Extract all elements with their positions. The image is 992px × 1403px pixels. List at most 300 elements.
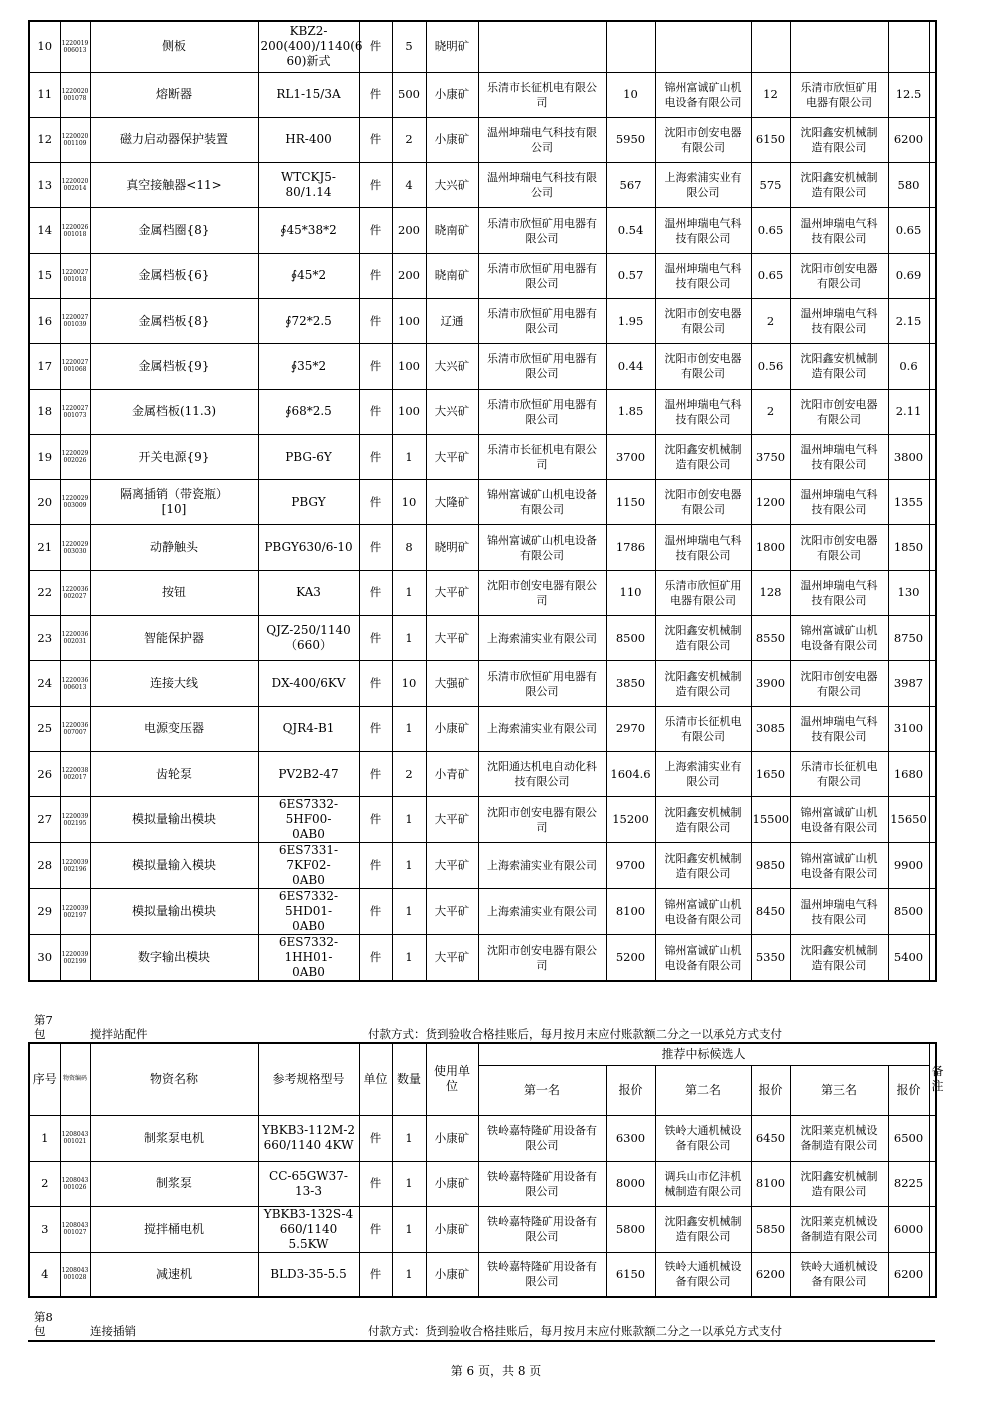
first-candidate: 沈阳市创安电器有限公 司 [478,935,606,982]
remark [929,525,936,570]
first-candidate [478,21,606,72]
second-price: 1800 [751,525,790,570]
second-price: 128 [751,570,790,615]
table-row [29,525,936,570]
spec-model: ∮45*38*2 [258,208,359,253]
table-row [29,1206,936,1252]
second-price: 3750 [751,434,790,479]
spec-model: ∮72*2.5 [258,298,359,343]
first-candidate: 乐清市长征机电有限公 司 [478,434,606,479]
second-price: 8450 [751,889,790,935]
second-candidate: 沈阳鑫安机械制 造有限公司 [655,434,751,479]
bid-table-continued [28,20,937,982]
third-candidate: 温州坤瑞电气科 技有限公司 [790,480,888,525]
row-number: 10 [29,21,60,72]
remark [929,163,936,208]
unit: 件 [359,163,392,208]
table-row [29,1115,936,1161]
material-code: 1220039 002196 [60,843,90,889]
first-candidate: 上海索浦实业有限公司 [478,843,606,889]
first-price: 1604.6 [606,751,655,796]
using-unit: 大隆矿 [426,480,478,525]
third-candidate: 乐清市欣恒矿用 电器有限公司 [790,72,888,117]
table-row [29,661,936,706]
table-row [29,1161,936,1206]
material-code: 1220029 002026 [60,434,90,479]
third-candidate: 温州坤瑞电气科 技有限公司 [790,208,888,253]
quantity: 8 [392,525,426,570]
spec-model: QJR4-B1 [258,706,359,751]
unit: 件 [359,751,392,796]
quantity: 1 [392,434,426,479]
using-unit: 小康矿 [426,706,478,751]
quantity: 1 [392,797,426,843]
material-name: 数字输出模块 [90,935,258,982]
second-candidate: 沈阳鑫安机械制 造有限公司 [655,1206,751,1252]
second-price [751,21,790,72]
first-candidate: 乐清市欣恒矿用电器有 限公司 [478,344,606,389]
table-row [29,434,936,479]
table-row [29,889,936,935]
row-number: 28 [29,843,60,889]
spec-model: WTCKJ5-80/1.14 [258,163,359,208]
material-code: 1220020 002014 [60,163,90,208]
table-row [29,1252,936,1297]
first-candidate: 温州坤瑞电气科技有限 公司 [478,163,606,208]
using-unit: 小康矿 [426,117,478,162]
spec-model: CC-65GW37-13-3 [258,1161,359,1206]
unit: 件 [359,616,392,661]
third-price: 5400 [888,935,929,982]
quantity: 100 [392,344,426,389]
first-candidate: 铁岭嘉特隆矿用设备有 限公司 [478,1115,606,1161]
second-candidate: 上海索浦实业有 限公司 [655,751,751,796]
table-row [29,117,936,162]
unit: 件 [359,344,392,389]
unit: 件 [359,525,392,570]
first-price: 1786 [606,525,655,570]
second-candidate: 沈阳市创安电器 有限公司 [655,344,751,389]
third-price: 6500 [888,1115,929,1161]
material-name: 搅拌桶电机 [90,1206,258,1252]
row-number: 1 [29,1115,60,1161]
material-name: 动静触头 [90,525,258,570]
third-price: 1355 [888,480,929,525]
third-candidate: 沈阳鑫安机械制 造有限公司 [790,1161,888,1206]
first-price: 0.54 [606,208,655,253]
using-unit: 晓南矿 [426,253,478,298]
second-candidate: 温州坤瑞电气科 技有限公司 [655,525,751,570]
remark [929,843,936,889]
material-code: 1208043 001028 [60,1252,90,1297]
third-candidate: 沈阳莱克机械设 备制造有限公司 [790,1206,888,1252]
spec-model: PV2B2-47 [258,751,359,796]
header-no: 序号 [29,1043,60,1115]
first-price: 15200 [606,797,655,843]
first-candidate: 上海索浦实业有限公司 [478,616,606,661]
header-note: 备注 [929,1043,936,1115]
first-candidate: 铁岭嘉特隆矿用设备有 限公司 [478,1206,606,1252]
row-number: 2 [29,1161,60,1206]
using-unit: 小青矿 [426,751,478,796]
third-price: 1850 [888,525,929,570]
spec-model: KBZ2- 200(400)/1140(6 60)新式 [258,21,359,72]
unit: 件 [359,661,392,706]
first-price: 9700 [606,843,655,889]
third-price [888,21,929,72]
row-number: 4 [29,1252,60,1297]
spec-model: YBKB3-132S-4 660/1140 5.5KW [258,1206,359,1252]
table-row [29,706,936,751]
quantity: 4 [392,163,426,208]
header-recommend: 推荐中标候选人 [478,1043,929,1065]
first-price: 5800 [606,1206,655,1252]
third-candidate: 锦州富诚矿山机 电设备有限公司 [790,616,888,661]
material-name: 金属档板{9} [90,344,258,389]
row-number: 24 [29,661,60,706]
material-name: 齿轮泵 [90,751,258,796]
unit: 件 [359,797,392,843]
row-number: 20 [29,480,60,525]
using-unit: 小康矿 [426,1115,478,1161]
second-price: 3085 [751,706,790,751]
material-code: 1220027 001068 [60,344,90,389]
material-name: 金属档板{6} [90,253,258,298]
second-price: 0.65 [751,208,790,253]
remark [929,434,936,479]
first-candidate: 乐清市长征机电有限公 司 [478,72,606,117]
first-candidate: 铁岭嘉特隆矿用设备有 限公司 [478,1252,606,1297]
row-number: 18 [29,389,60,434]
remark [929,389,936,434]
third-candidate: 沈阳市创安电器 有限公司 [790,525,888,570]
using-unit: 小康矿 [426,72,478,117]
remark [929,344,936,389]
first-price: 3700 [606,434,655,479]
material-name: 按钮 [90,570,258,615]
first-price: 8000 [606,1161,655,1206]
second-candidate: 沈阳市创安电器 有限公司 [655,480,751,525]
third-price: 15650 [888,797,929,843]
unit: 件 [359,1161,392,1206]
remark [929,1206,936,1252]
material-name: 电源变压器 [90,706,258,751]
unit: 件 [359,843,392,889]
row-number: 14 [29,208,60,253]
first-candidate: 乐清市欣恒矿用电器有 限公司 [478,253,606,298]
third-price: 6200 [888,117,929,162]
spec-model: KA3 [258,570,359,615]
first-candidate: 沈阳通达机电自动化科 技有限公司 [478,751,606,796]
table-row [29,72,936,117]
quantity: 200 [392,208,426,253]
remark [929,253,936,298]
table-row [29,344,936,389]
table-row [29,253,936,298]
header-price-3: 报价 [888,1065,929,1115]
unit: 件 [359,253,392,298]
material-code: 1220029 003030 [60,525,90,570]
using-unit: 大平矿 [426,616,478,661]
remark [929,72,936,117]
remark [929,298,936,343]
row-number: 15 [29,253,60,298]
spec-model: 6ES7332-1HH01- 0AB0 [258,935,359,982]
row-number: 17 [29,344,60,389]
third-price: 1680 [888,751,929,796]
row-number: 19 [29,434,60,479]
quantity: 500 [392,72,426,117]
third-price: 130 [888,570,929,615]
second-price: 8550 [751,616,790,661]
third-price: 0.69 [888,253,929,298]
using-unit: 小康矿 [426,1252,478,1297]
first-candidate: 沈阳市创安电器有限公 司 [478,797,606,843]
quantity: 200 [392,253,426,298]
using-unit: 大平矿 [426,843,478,889]
first-candidate: 沈阳市创安电器有限公 司 [478,570,606,615]
unit: 件 [359,117,392,162]
first-candidate: 乐清市欣恒矿用电器有 限公司 [478,298,606,343]
second-price: 6150 [751,117,790,162]
material-name: 智能保护器 [90,616,258,661]
payment-terms: 付款方式：货到验收合格挂账后，每月按月末应付账款额二分之一以承兑方式支付 [368,1324,782,1338]
material-name: 减速机 [90,1252,258,1297]
remark [929,661,936,706]
material-name: 金属档板{8} [90,298,258,343]
second-candidate: 乐清市欣恒矿用 电器有限公司 [655,570,751,615]
third-candidate: 沈阳莱克机械设 备制造有限公司 [790,1115,888,1161]
table-row [29,570,936,615]
second-price: 1200 [751,480,790,525]
second-candidate: 铁岭大通机械设 备有限公司 [655,1115,751,1161]
material-name: 熔断器 [90,72,258,117]
second-candidate: 沈阳市创安电器 有限公司 [655,298,751,343]
second-price: 0.56 [751,344,790,389]
second-candidate: 沈阳市创安电器 有限公司 [655,117,751,162]
row-number: 3 [29,1206,60,1252]
material-name: 真空接触器<11> [90,163,258,208]
material-name: 磁力启动器保护装置 [90,117,258,162]
third-candidate: 温州坤瑞电气科 技有限公司 [790,706,888,751]
third-price: 3100 [888,706,929,751]
quantity: 1 [392,889,426,935]
quantity: 1 [392,1115,426,1161]
quantity: 10 [392,661,426,706]
second-price: 3900 [751,661,790,706]
unit: 件 [359,208,392,253]
spec-model: RL1-15/3A [258,72,359,117]
quantity: 1 [392,935,426,982]
quantity: 10 [392,480,426,525]
third-candidate: 锦州富诚矿山机 电设备有限公司 [790,843,888,889]
header-mine: 使用单 位 [426,1043,478,1115]
quantity: 100 [392,298,426,343]
header-name: 物资名称 [90,1043,258,1115]
row-number: 21 [29,525,60,570]
spec-model: 6ES7332-5HD01- 0AB0 [258,889,359,935]
header-spec: 参考规格型号 [258,1043,359,1115]
quantity: 1 [392,1252,426,1297]
third-price: 0.65 [888,208,929,253]
material-code: 1220039 002197 [60,889,90,935]
spec-model: PBGY [258,480,359,525]
package-number: 第7 包 [34,1013,53,1041]
payment-terms: 付款方式：货到验收合格挂账后，每月按月末应付账款额二分之一以承兑方式支付 [368,1027,782,1041]
third-candidate: 温州坤瑞电气科 技有限公司 [790,434,888,479]
using-unit: 大平矿 [426,797,478,843]
table-row [29,163,936,208]
second-price: 6200 [751,1252,790,1297]
third-price: 8225 [888,1161,929,1206]
first-candidate: 锦州富诚矿山机电设备 有限公司 [478,525,606,570]
material-code: 1208043 001021 [60,1115,90,1161]
second-price: 5350 [751,935,790,982]
material-code: 1220036 006013 [60,661,90,706]
first-price: 567 [606,163,655,208]
second-price: 8100 [751,1161,790,1206]
second-candidate: 锦州富诚矿山机 电设备有限公司 [655,72,751,117]
third-candidate: 温州坤瑞电气科 技有限公司 [790,298,888,343]
second-price: 15500 [751,797,790,843]
third-candidate [790,21,888,72]
first-candidate: 上海索浦实业有限公司 [478,889,606,935]
third-price: 0.6 [888,344,929,389]
row-number: 25 [29,706,60,751]
using-unit: 大兴矿 [426,344,478,389]
remark [929,706,936,751]
third-candidate: 沈阳鑫安机械制 造有限公司 [790,117,888,162]
first-candidate: 乐清市欣恒矿用电器有 限公司 [478,208,606,253]
first-candidate: 乐清市欣恒矿用电器有 限公司 [478,661,606,706]
remark [929,480,936,525]
third-price: 8750 [888,616,929,661]
spec-model: QJZ-250/1140 （660） [258,616,359,661]
first-price: 0.44 [606,344,655,389]
second-candidate: 温州坤瑞电气科 技有限公司 [655,253,751,298]
row-number: 29 [29,889,60,935]
second-candidate: 温州坤瑞电气科 技有限公司 [655,389,751,434]
remark [929,1115,936,1161]
using-unit: 小康矿 [426,1161,478,1206]
using-unit: 大兴矿 [426,163,478,208]
remark [929,1161,936,1206]
material-code: 1220020 001109 [60,117,90,162]
first-price: 5950 [606,117,655,162]
header-first: 第一名 [478,1065,606,1115]
material-code: 1220036 002027 [60,570,90,615]
page-number: 第 6 页，共 8 页 [450,1364,542,1378]
second-candidate [655,21,751,72]
divider [28,1340,935,1342]
first-price: 6300 [606,1115,655,1161]
row-number: 12 [29,117,60,162]
material-code: 1220026 001018 [60,208,90,253]
material-code: 1220027 001073 [60,389,90,434]
unit: 件 [359,706,392,751]
material-code: 1220038 002017 [60,751,90,796]
second-candidate: 温州坤瑞电气科 技有限公司 [655,208,751,253]
table-row [29,935,936,982]
first-price: 5200 [606,935,655,982]
material-code: 1220027 001018 [60,253,90,298]
spec-model: 6ES7331-7KF02- 0AB0 [258,843,359,889]
table-row [29,21,936,72]
first-candidate: 铁岭嘉特隆矿用设备有 限公司 [478,1161,606,1206]
first-price [606,21,655,72]
first-price: 1150 [606,480,655,525]
spec-model: ∮45*2 [258,253,359,298]
third-price: 12.5 [888,72,929,117]
quantity: 1 [392,706,426,751]
spec-model: HR-400 [258,117,359,162]
unit: 件 [359,889,392,935]
table-row [29,298,936,343]
header-price-1: 报价 [606,1065,655,1115]
third-price: 2.11 [888,389,929,434]
second-candidate: 锦州富诚矿山机 电设备有限公司 [655,935,751,982]
remark [929,21,936,72]
third-price: 3987 [888,661,929,706]
spec-model: ∮68*2.5 [258,389,359,434]
table-row [29,389,936,434]
remark [929,935,936,982]
header-qty: 数量 [392,1043,426,1115]
remark [929,117,936,162]
first-price: 6150 [606,1252,655,1297]
third-candidate: 温州坤瑞电气科 技有限公司 [790,889,888,935]
third-candidate: 沈阳鑫安机械制 造有限公司 [790,344,888,389]
table-row [29,797,936,843]
header-code: 物资编码 [60,1043,90,1115]
material-name: 制浆泵电机 [90,1115,258,1161]
second-candidate: 沈阳鑫安机械制 造有限公司 [655,661,751,706]
quantity: 5 [392,21,426,72]
remark [929,208,936,253]
package-title: 搅拌站配件 [90,1027,148,1041]
first-price: 10 [606,72,655,117]
spec-model: YBKB3-112M-2 660/1140 4KW [258,1115,359,1161]
material-code: 1208043 001026 [60,1161,90,1206]
table-row [29,480,936,525]
material-code: 1220036 007007 [60,706,90,751]
second-candidate: 调兵山市亿沣机 械制造有限公司 [655,1161,751,1206]
spec-model: ∮35*2 [258,344,359,389]
using-unit: 晓南矿 [426,208,478,253]
remark [929,751,936,796]
quantity: 2 [392,751,426,796]
remark [929,570,936,615]
second-price: 0.65 [751,253,790,298]
material-code: 1220039 002199 [60,935,90,982]
unit: 件 [359,570,392,615]
material-code: 1208043 001027 [60,1206,90,1252]
row-number: 26 [29,751,60,796]
table-row [29,616,936,661]
spec-model: DX-400/6KV [258,661,359,706]
second-price: 9850 [751,843,790,889]
second-candidate: 铁岭大通机械设 备有限公司 [655,1252,751,1297]
material-name: 制浆泵 [90,1161,258,1206]
first-candidate: 上海索浦实业有限公司 [478,706,606,751]
second-candidate: 乐清市长征机电 有限公司 [655,706,751,751]
first-price: 8100 [606,889,655,935]
first-price: 8500 [606,616,655,661]
first-candidate: 温州坤瑞电气科技有限 公司 [478,117,606,162]
quantity: 1 [392,570,426,615]
material-name: 模拟量输出模块 [90,889,258,935]
unit: 件 [359,1252,392,1297]
